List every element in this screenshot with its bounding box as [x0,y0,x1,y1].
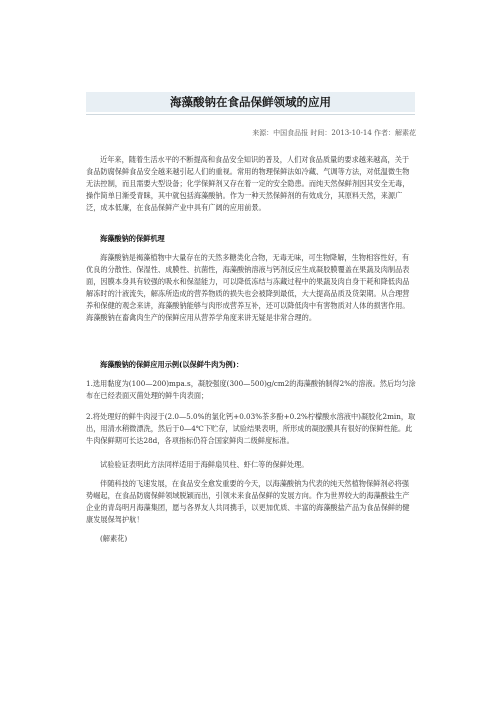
step-one: 1.选用黏度为(100—200)mpa.s，凝胶强度(300—500)g/cm2的海藻酸钠制得2%的溶液。然后均匀涂布在已经表面灭菌处理的鲜牛肉表面； [86,379,416,401]
article-title: 海藻酸钠在食品保鲜领域的应用 [86,92,415,112]
step-two: 2.将处理好的鲜牛肉浸于(2.0—5.0%的氯化钙+0.03%茶多酚+0.2%柠檬酸水溶液中)凝胶化2min，取出，用清水稍微漂洗，然后于0—4℃下贮存，试验结果表明，所形成的凝胶膜具有很好的保鲜性能。此牛肉保鲜期可长达28d，各项指标仍符合国家鲜肉二级鲜度标准。 [86,412,416,446]
closing-paragraph: 伴随科技的飞速发展，在食品安全愈发重要的今天，以海藻酸钠为代表的纯天然植物保鲜剂必将强势崛起，在食品防腐保鲜领域脱颖而出，引领未来食品保鲜的发展方向。作为世界较大的海藻酸盐生产企业的青岛明月海藻集团，愿与各界友人共同携手，以更加优质、丰富的海藻酸盐产品为食品保鲜的健康发展保驾护航！ [86,479,410,525]
mechanism-paragraph: 海藻酸钠是褐藻植物中大量存在的天然多糖类化合物，无毒无味，可生物降解，生物相容性好，有优良的分散性、保湿性、成膜性、抗菌性，海藻酸钠溶液与钙剂反应生成凝胶膜覆盖在果蔬及肉制品表面，因膜本身具有较强的吸水和保湿能力，可以降低冻结与冻藏过程中的果蔬及肉自身干耗和降低肉品解冻时的汁液流失，解冻所造成的营养物质的损失也会被降到最低，大大提高品质及货架期。从合理营养和保健的观念来讲，海藻酸钠能够与肉形成营养互补，还可以降低肉中有害物质对人体的损害作用。海藻酸钠在畜禽肉生产的保鲜应用从营养学角度来讲无疑是非常合理的。 [86,253,410,323]
author-signature: (解素花) [100,534,128,543]
verification-paragraph: 试验验证表明此方法同样适用于海鲜扇贝柱、虾仁等的保鲜处理。 [100,460,309,469]
section-heading-mechanism: 海藻酸钠的保鲜机理 [100,234,165,243]
article-meta: 来源：中国食品报 时间：2013-10-14 作者：解素花 [252,129,416,137]
intro-paragraph: 近年来，随着生活水平的不断提高和食品安全知识的普及，人们对食品质量的要求越来越高，关于食品防腐保鲜食品安全越来越引起人们的重视。常用的物理保鲜法如冷藏、气调等方法，对低温微生物无法控制，而且需要大型设备；化学保鲜剂又存在着一定的安全隐患。而纯天然保鲜剂因其安全无毒，操作简单日渐受青睐，其中就包括海藻酸钠。作为一种天然保鲜剂的有效成分，其原料天然，来源广泛，成本低廉，在食品保鲜产业中具有广阔的应用前景。 [86,155,410,213]
title-divider [86,114,415,115]
section-heading-example: 海藻酸钠的保鲜应用示例(以保鲜牛肉为例)： [100,360,244,369]
